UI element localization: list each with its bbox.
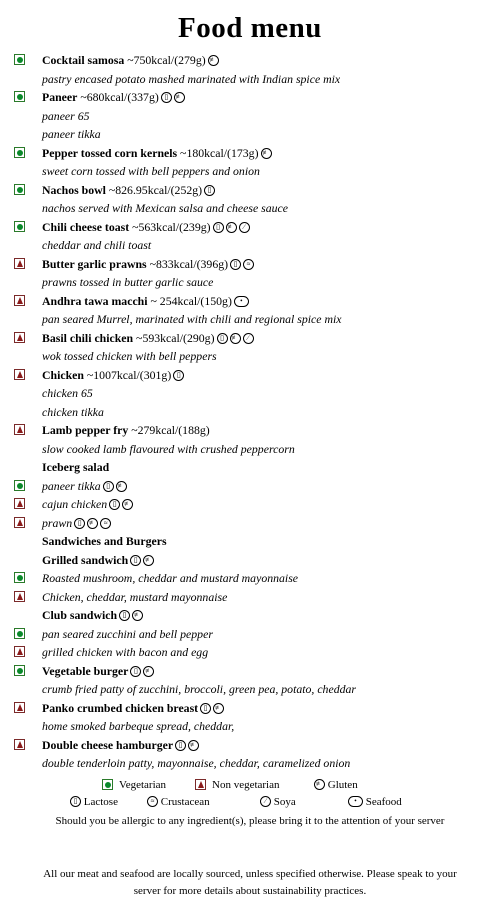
description-text [42,236,151,255]
lactose-icon [119,610,130,621]
lactose-icon [230,259,241,270]
veg-indicator-icon [102,779,113,790]
menu-item-name [42,144,272,163]
legend-lactose-label: Lactose [83,796,118,808]
menu-item-name [42,88,185,107]
description: cheddar and chili toast [42,238,152,252]
menu-item-name [42,255,254,274]
menu-item-name [42,421,210,440]
description-text [42,384,93,403]
menu-item-description [0,495,500,514]
description-text [42,495,133,514]
crustacean-icon [100,518,111,529]
calorie-info: ~833kcal/(396g) [146,256,229,271]
menu-item-row [0,736,500,755]
nonveg-indicator-icon [195,779,206,790]
description: wok tossed chicken with bell peppers [42,349,217,363]
menu-item-name [42,51,219,70]
description-text [42,125,101,144]
description: double tenderloin patty, mayonnaise, cheddar, caramelized onion [42,756,351,770]
nonveg-indicator-icon [14,646,25,657]
veg-indicator-icon [14,221,25,232]
description: crumb fried patty of zucchini, broccoli, green pea, potato, cheddar [42,682,356,696]
veg-indicator-icon [14,480,25,491]
description-text [42,477,127,496]
legend-lactose [68,796,118,808]
veg-indicator-icon [14,665,25,676]
menu-item-name [42,218,250,237]
crustacean-icon [147,796,158,807]
sourcing-note-line-2: server for more details about sustainability practices. [133,885,367,897]
description-text [42,588,227,607]
description-text [42,162,260,181]
calorie-info: ~680kcal/(337g) [77,90,159,104]
veg-indicator-icon [14,184,25,195]
dish-name: Pepper tossed corn kernels [42,145,178,160]
menu-item-row [0,606,500,625]
menu-items-list [0,51,500,773]
menu-item-description [0,643,500,662]
nonveg-indicator-icon [14,702,25,713]
dish-name: Grilled sandwich [42,552,129,567]
description: pastry encased potato mashed marinated with Indian spice mix [42,71,341,86]
description: slow cooked lamb flavoured with crushed peppercorn [42,441,295,456]
description: prawn [42,515,73,530]
gluten-icon [188,740,199,751]
menu-item-row [0,144,500,163]
menu-item-row [0,532,500,551]
legend-non-vegetarian-label: Non vegetarian [212,779,280,791]
legend-vegetarian-label: Vegetarian [119,779,167,791]
description: home smoked barbeque spread, cheddar, [42,719,235,733]
menu-item-row [0,292,500,311]
menu-item-description [0,70,500,89]
menu-item-description [0,403,500,422]
lactose-icon [173,370,184,381]
menu-item-description [0,273,500,292]
dish-name: Lamb pepper fry [42,423,129,437]
menu-item-description [0,107,500,126]
dish-name: Paneer [42,90,78,104]
lactose-icon [70,796,81,807]
nonveg-indicator-icon [14,498,25,509]
calorie-info: ~279kcal/(188g) [128,423,210,437]
calorie-info: ~826.95kcal/(252g) [105,182,203,197]
menu-item-description [0,384,500,403]
description-text [42,403,104,422]
menu-item-description [0,754,500,773]
gluten-icon [116,481,127,492]
sourcing-note-line-1: All our meat and seafood are locally sourced, unless specified otherwise. Please speak to your [43,868,457,880]
description: cajun chicken [42,497,108,511]
lactose-icon [213,222,224,233]
calorie-info: ~593kcal/(290g) [133,330,215,345]
nonveg-indicator-icon [14,332,25,343]
legend-soya-label: Soya [273,796,296,808]
legend-gluten-label: Gluten [327,779,358,791]
legend-non-vegetarian [195,779,280,791]
dish-name: Sandwiches and Burgers [42,534,167,548]
legend-soya [258,796,296,808]
description: pan seared Murrel, marinated with chili and regional spice mix [42,312,342,326]
description: paneer tikka [42,127,101,141]
description: pan seared zucchini and bell pepper [42,626,213,641]
description: chicken 65 [42,386,93,400]
crustacean-icon [243,259,254,270]
gluten-icon [226,222,237,233]
seafood-icon [234,296,249,307]
gluten-icon [132,610,143,621]
description: sweet corn tossed with bell peppers and onion [42,164,260,178]
veg-indicator-icon [14,54,25,65]
legend-seafood [346,796,402,808]
calorie-info: ~180kcal/(173g) [177,145,259,160]
description-text [42,754,350,773]
dish-name: Vegetable burger [42,663,129,678]
menu-item-description [0,125,500,144]
calorie-info: ~750kcal/(279g) [124,53,206,67]
nonveg-indicator-icon [14,591,25,602]
description-text [42,643,208,662]
dish-name: Chili cheese toast [42,219,130,234]
menu-item-description [0,680,500,699]
legend-seafood-label: Seafood [365,796,402,808]
gluten-icon [261,148,272,159]
soya-icon [243,333,254,344]
description: grilled chicken with bacon and egg [42,645,209,659]
lactose-icon [74,518,85,529]
description: nachos served with Mexican salsa and cheese sauce [42,201,289,215]
menu-item-row [0,421,500,440]
dish-name: Nachos bowl [42,182,106,197]
menu-item-name [42,736,199,755]
soya-icon [260,796,271,807]
menu-item-description [0,310,500,329]
dish-name: Panko crumbed chicken breast [42,700,199,715]
menu-item-name [42,551,154,570]
menu-item-row [0,88,500,107]
lactose-icon [217,333,228,344]
description-text [42,107,90,126]
nonveg-indicator-icon [14,369,25,380]
legend-vegetarian [102,779,166,791]
calorie-info: ~ 254kcal/(150g) [147,293,232,308]
dish-name: Double cheese hamburger [42,737,174,752]
menu-item-description [0,514,500,533]
calorie-info: ~1007kcal/(301g) [83,367,172,382]
dish-name: Iceberg salad [42,460,110,474]
menu-item-name [42,458,109,477]
description-text [42,273,213,292]
lactose-icon [130,666,141,677]
seafood-icon [348,796,363,807]
menu-item-row [0,366,500,385]
dish-name: Cocktail samosa [42,53,125,67]
lactose-icon [175,740,186,751]
description: Roasted mushroom, cheddar and mustard mayonnaise [42,571,299,585]
gluten-icon [213,703,224,714]
description-text [42,569,298,588]
description-text [42,717,234,736]
description-text [42,514,111,533]
dish-name: Chicken [42,367,84,382]
menu-item-description [0,162,500,181]
menu-item-description [0,236,500,255]
description: paneer 65 [42,108,90,123]
description: paneer tikka [42,478,101,493]
dish-name: Club sandwich [42,608,118,622]
description: prawns tossed in butter garlic sauce [42,275,214,289]
description-text [42,680,356,699]
legend-crustacean [145,796,210,808]
dish-name: Andhra tawa macchi [42,293,148,308]
menu-item-description [0,588,500,607]
description-text [42,310,341,329]
gluten-icon [143,666,154,677]
description-text [42,625,213,644]
lactose-icon [200,703,211,714]
menu-item-name [42,532,167,551]
lactose-icon [204,185,215,196]
menu-item-row [0,551,500,570]
legend-gluten [312,779,358,791]
veg-indicator-icon [14,91,25,102]
menu-item-row [0,255,500,274]
nonveg-indicator-icon [14,739,25,750]
sourcing-note [0,866,500,900]
soya-icon [239,222,250,233]
menu-item-row [0,662,500,681]
description: chicken tikka [42,404,104,419]
lactose-icon [161,92,172,103]
menu-item-row [0,218,500,237]
lactose-icon [103,481,114,492]
menu-item-description [0,717,500,736]
menu-title: Food menu [178,12,322,44]
gluten-icon [208,55,219,66]
menu-item-description [0,569,500,588]
allergy-note: Should you be allergic to any ingredient(s), please bring it to the attention of your server [55,815,445,827]
menu-item-row [0,51,500,70]
description-text [42,347,217,366]
menu-item-name [42,699,224,718]
gluten-icon [230,333,241,344]
menu-item-description [0,440,500,459]
menu-item-name [42,329,254,348]
menu-item-name [42,181,215,200]
description-text [42,70,340,89]
menu-item-row [0,458,500,477]
description-text [42,440,295,459]
menu-item-description [0,625,500,644]
menu-item-description [0,199,500,218]
menu-item-row [0,181,500,200]
gluten-icon [314,779,325,790]
legend-crustacean-label: Crustacean [160,796,210,808]
gluten-icon [122,499,133,510]
lactose-icon [130,555,141,566]
menu-item-name [42,606,143,625]
menu-item-description [0,347,500,366]
menu-item-row [0,329,500,348]
gluten-icon [143,555,154,566]
nonveg-indicator-icon [14,258,25,269]
description: Chicken, cheddar, mustard mayonnaise [42,589,228,604]
menu-item-description [0,477,500,496]
menu-item-name [42,662,154,681]
menu-item-row [0,699,500,718]
veg-indicator-icon [14,572,25,583]
nonveg-indicator-icon [14,295,25,306]
menu-item-name [42,292,249,311]
gluten-icon [87,518,98,529]
dish-name: Butter garlic prawns [42,256,147,271]
description-text [42,199,288,218]
lactose-icon [109,499,120,510]
menu-item-name [42,366,184,385]
gluten-icon [174,92,185,103]
veg-indicator-icon [14,628,25,639]
nonveg-indicator-icon [14,424,25,435]
calorie-info: ~563kcal/(239g) [129,219,211,234]
veg-indicator-icon [14,147,25,158]
nonveg-indicator-icon [14,517,25,528]
dish-name: Basil chili chicken [42,330,134,345]
